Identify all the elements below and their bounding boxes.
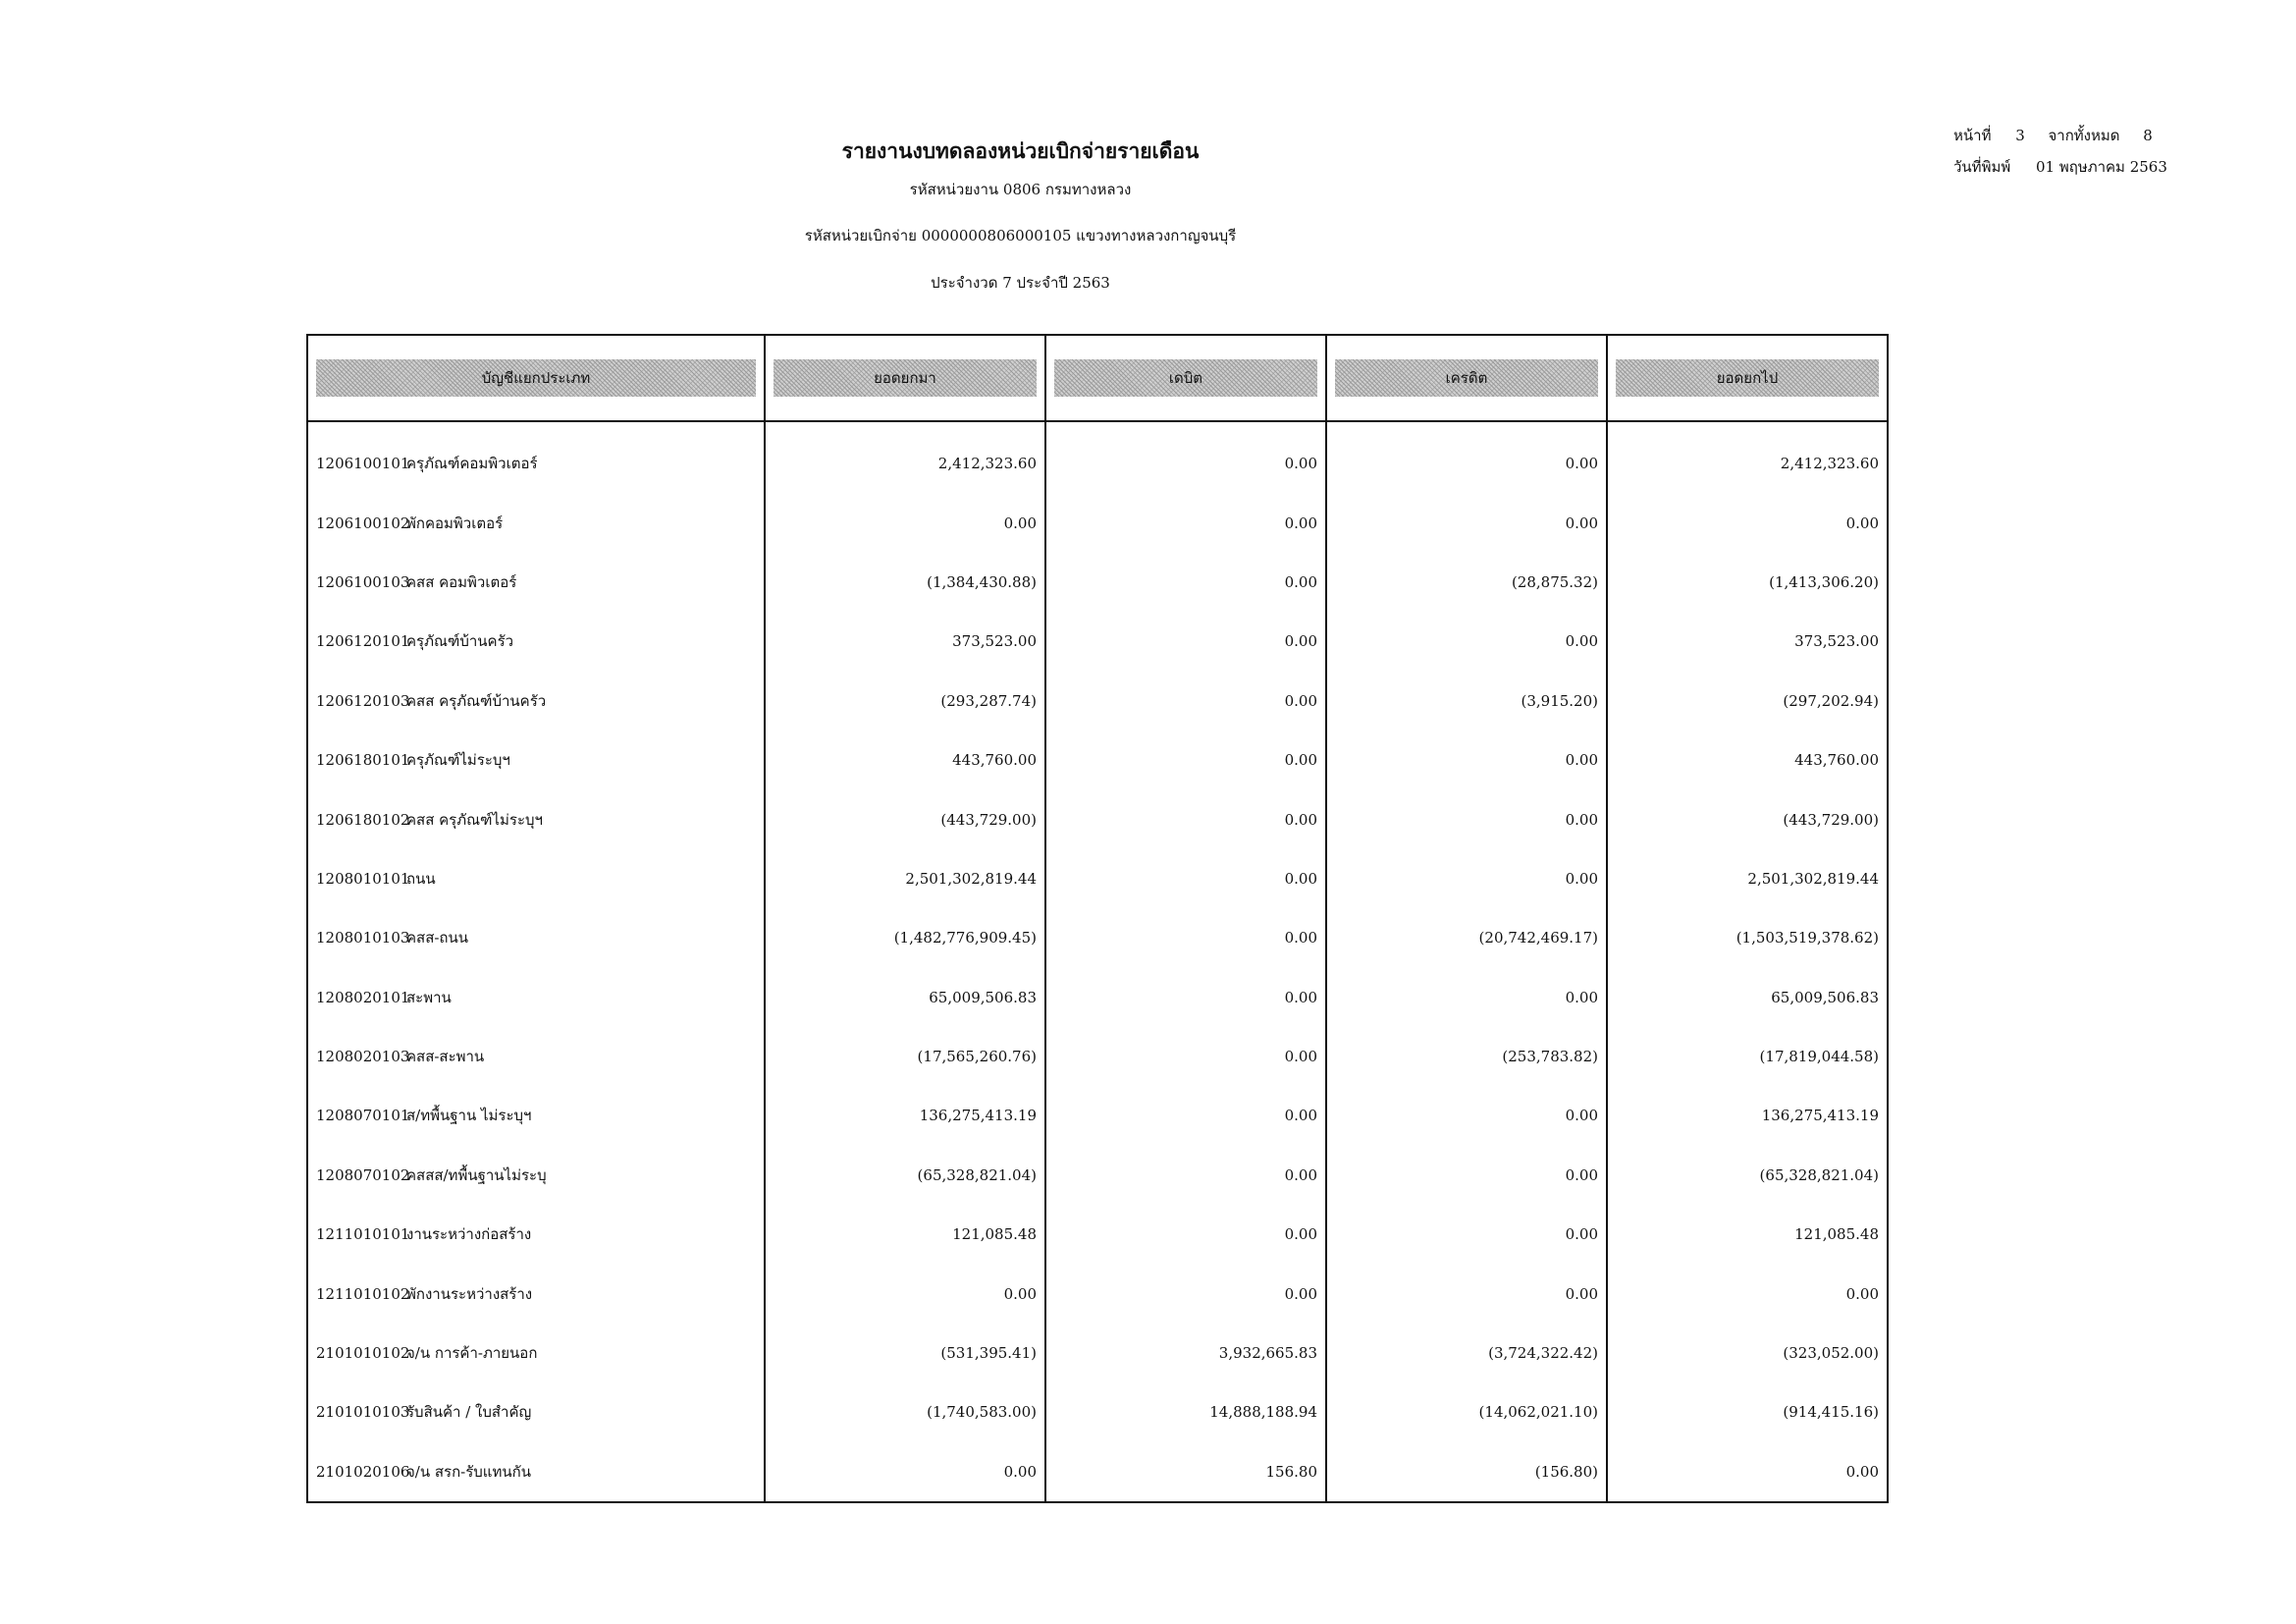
brought-forward-cell: 65,009,506.83: [765, 968, 1045, 1027]
brought-forward-cell: (1,740,583.00): [765, 1382, 1045, 1441]
table-row: [307, 1382, 1888, 1441]
header-account: บัญชีแยกประเภท: [307, 335, 765, 421]
debit-cell: 156.80: [1045, 1442, 1326, 1502]
table-header-row: [307, 335, 1888, 421]
table-body: [307, 421, 1888, 1502]
credit-cell: 0.00: [1326, 849, 1607, 908]
table-row: [307, 968, 1888, 1027]
table-row: [307, 421, 1888, 493]
report-title: รายงานงบทดลองหน่วยเบิกจ่ายรายเดือน: [841, 138, 1200, 163]
account-cell: [307, 1027, 765, 1086]
account-code: 1208070101: [316, 1107, 410, 1125]
period-line: ประจำงวด 7 ประจำปี 2563: [931, 274, 1110, 292]
account-cell: [307, 553, 765, 612]
brought-forward-cell: 0.00: [765, 1442, 1045, 1502]
table-row: [307, 1205, 1888, 1264]
debit-cell: 0.00: [1045, 731, 1326, 789]
brought-forward-cell: 443,760.00: [765, 731, 1045, 789]
table-row: [307, 1264, 1888, 1323]
brought-forward-cell: 2,501,302,819.44: [765, 849, 1045, 908]
table-row: [307, 1027, 1888, 1086]
table-row: [307, 1324, 1888, 1382]
credit-cell: (14,062,021.10): [1326, 1382, 1607, 1441]
credit-cell: (156.80): [1326, 1442, 1607, 1502]
account-cell: [307, 493, 765, 552]
credit-cell: (28,875.32): [1326, 553, 1607, 612]
brought-forward-cell: (443,729.00): [765, 789, 1045, 848]
account-name: ครุภัณฑ์ไม่ระบุฯ: [406, 751, 510, 770]
credit-cell: (3,915.20): [1326, 672, 1607, 731]
trial-balance-table: [306, 334, 1889, 1503]
debit-cell: 0.00: [1045, 908, 1326, 967]
account-code: 1206120101: [316, 632, 410, 651]
print-date-label: วันที่พิมพ์: [1953, 158, 2011, 176]
page-label: หน้าที่: [1953, 127, 1992, 144]
brought-forward-cell: 121,085.48: [765, 1205, 1045, 1264]
account-name: คสส ครุภัณฑ์ไม่ระบุฯ: [406, 810, 543, 829]
credit-cell: 0.00: [1326, 1146, 1607, 1205]
carried-forward-cell: 0.00: [1607, 1264, 1888, 1323]
carried-forward-cell: 121,085.48: [1607, 1205, 1888, 1264]
account-code: 2101010103: [316, 1403, 410, 1422]
credit-cell: (3,724,322.42): [1326, 1324, 1607, 1382]
carried-forward-cell: (297,202.94): [1607, 672, 1888, 731]
account-cell: [307, 789, 765, 848]
account-cell: [307, 1264, 765, 1323]
account-name: สะพาน: [406, 988, 452, 1006]
table-row: [307, 493, 1888, 552]
debit-cell: 0.00: [1045, 1264, 1326, 1323]
account-cell: [307, 612, 765, 671]
brought-forward-cell: (65,328,821.04): [765, 1146, 1045, 1205]
credit-cell: 0.00: [1326, 1205, 1607, 1264]
account-name: ครุภัณฑ์คอมพิวเตอร์: [406, 455, 538, 473]
table-row: [307, 1146, 1888, 1205]
account-cell: [307, 1146, 765, 1205]
carried-forward-cell: (914,415.16): [1607, 1382, 1888, 1441]
credit-cell: 0.00: [1326, 789, 1607, 848]
account-name: ถนน: [406, 869, 436, 888]
brought-forward-cell: 0.00: [765, 493, 1045, 552]
credit-cell: 0.00: [1326, 1264, 1607, 1323]
carried-forward-cell: 65,009,506.83: [1607, 968, 1888, 1027]
debit-cell: 0.00: [1045, 1027, 1326, 1086]
credit-cell: 0.00: [1326, 421, 1607, 493]
account-code: 1211010101: [316, 1225, 410, 1244]
debit-cell: 0.00: [1045, 849, 1326, 908]
disbursing-unit-line: รหัสหน่วยเบิกจ่าย 0000000806000105 แขวงทางหลวงกาญจนบุรี: [804, 227, 1237, 244]
agency-line: รหัสหน่วยงาน 0806 กรมทางหลวง: [909, 181, 1132, 198]
account-code: 1208070102: [316, 1165, 410, 1184]
brought-forward-cell: 136,275,413.19: [765, 1086, 1045, 1145]
carried-forward-cell: 0.00: [1607, 1442, 1888, 1502]
account-code: 1206180102: [316, 810, 410, 829]
carried-forward-cell: (323,052.00): [1607, 1324, 1888, 1382]
brought-forward-cell: (293,287.74): [765, 672, 1045, 731]
account-cell: [307, 1324, 765, 1382]
account-code: 2101020106: [316, 1462, 410, 1481]
credit-cell: 0.00: [1326, 1086, 1607, 1145]
brought-forward-cell: (1,482,776,909.45): [765, 908, 1045, 967]
account-name: คสส-ถนน: [406, 929, 469, 947]
table-row: [307, 789, 1888, 848]
brought-forward-cell: 373,523.00: [765, 612, 1045, 671]
brought-forward-cell: 0.00: [765, 1264, 1045, 1323]
account-code: 1208010103: [316, 929, 410, 947]
header-brought-forward: ยอดยกมา: [765, 335, 1045, 421]
account-name: พักงานระหว่างสร้าง: [406, 1284, 533, 1303]
carried-forward-cell: (65,328,821.04): [1607, 1146, 1888, 1205]
account-name: จ/น การค้า-ภายนอก: [406, 1344, 538, 1363]
table-row: [307, 1442, 1888, 1502]
carried-forward-cell: (1,413,306.20): [1607, 553, 1888, 612]
account-code: 1208020101: [316, 988, 410, 1006]
brought-forward-cell: 2,412,323.60: [765, 421, 1045, 493]
brought-forward-cell: (531,395.41): [765, 1324, 1045, 1382]
table-row: [307, 553, 1888, 612]
account-code: 2101010102: [316, 1344, 410, 1363]
account-name: คสสส/ทพื้นฐานไม่ระบุ: [406, 1165, 547, 1184]
account-name: คสส-สะพาน: [406, 1048, 485, 1066]
account-code: 1206100102: [316, 514, 410, 532]
account-name: คสส ครุภัณฑ์บ้านครัว: [406, 691, 547, 710]
account-cell: [307, 1205, 765, 1264]
account-name: ส/ทพื้นฐาน ไม่ระบุฯ: [406, 1107, 532, 1125]
account-cell: [307, 1442, 765, 1502]
account-code: 1206100101: [316, 455, 410, 473]
account-cell: [307, 849, 765, 908]
carried-forward-cell: 2,501,302,819.44: [1607, 849, 1888, 908]
header-carried-forward: ยอดยกไป: [1607, 335, 1888, 421]
account-cell: [307, 731, 765, 789]
account-code: 1206180101: [316, 751, 410, 770]
account-code: 1208010101: [316, 869, 410, 888]
debit-cell: 0.00: [1045, 968, 1326, 1027]
carried-forward-cell: 373,523.00: [1607, 612, 1888, 671]
account-name: รับสินค้า / ใบสำคัญ: [406, 1403, 532, 1422]
carried-forward-cell: (443,729.00): [1607, 789, 1888, 848]
debit-cell: 0.00: [1045, 789, 1326, 848]
debit-cell: 0.00: [1045, 493, 1326, 552]
credit-cell: (253,783.82): [1326, 1027, 1607, 1086]
debit-cell: 0.00: [1045, 1086, 1326, 1145]
credit-cell: 0.00: [1326, 731, 1607, 789]
account-code: 1211010102: [316, 1284, 410, 1303]
carried-forward-cell: 2,412,323.60: [1607, 421, 1888, 493]
debit-cell: 14,888,188.94: [1045, 1382, 1326, 1441]
debit-cell: 0.00: [1045, 1146, 1326, 1205]
account-cell: [307, 1086, 765, 1145]
table-row: [307, 908, 1888, 967]
debit-cell: 3,932,665.83: [1045, 1324, 1326, 1382]
account-code: 1208020103: [316, 1048, 410, 1066]
account-name: งานระหว่างก่อสร้าง: [406, 1225, 532, 1244]
total-pages: 8: [2143, 127, 2153, 144]
debit-cell: 0.00: [1045, 612, 1326, 671]
brought-forward-cell: (17,565,260.76): [765, 1027, 1045, 1086]
account-cell: [307, 968, 765, 1027]
table-row: [307, 612, 1888, 671]
print-date: 01 พฤษภาคม 2563: [2036, 158, 2167, 176]
account-name: ครุภัณฑ์บ้านครัว: [406, 632, 514, 651]
credit-cell: (20,742,469.17): [1326, 908, 1607, 967]
debit-cell: 0.00: [1045, 421, 1326, 493]
account-cell: [307, 421, 765, 493]
carried-forward-cell: 443,760.00: [1607, 731, 1888, 789]
table-row: [307, 731, 1888, 789]
table-row: [307, 672, 1888, 731]
debit-cell: 0.00: [1045, 553, 1326, 612]
carried-forward-cell: (1,503,519,378.62): [1607, 908, 1888, 967]
carried-forward-cell: 0.00: [1607, 493, 1888, 552]
account-name: พักคอมพิวเตอร์: [406, 514, 504, 532]
account-code: 1206100103: [316, 572, 410, 591]
brought-forward-cell: (1,384,430.88): [765, 553, 1045, 612]
table-row: [307, 1086, 1888, 1145]
carried-forward-cell: (17,819,044.58): [1607, 1027, 1888, 1086]
account-name: จ/น สรก-รับแทนกัน: [406, 1462, 531, 1481]
page-number: 3: [2015, 127, 2025, 144]
account-code: 1206120103: [316, 691, 410, 710]
header-credit: เครดิต: [1326, 335, 1607, 421]
account-cell: [307, 672, 765, 731]
header-debit: เดบิต: [1045, 335, 1326, 421]
account-cell: [307, 908, 765, 967]
debit-cell: 0.00: [1045, 672, 1326, 731]
account-name: คสส คอมพิวเตอร์: [406, 572, 517, 591]
table-row: [307, 849, 1888, 908]
account-cell: [307, 1382, 765, 1441]
credit-cell: 0.00: [1326, 968, 1607, 1027]
carried-forward-cell: 136,275,413.19: [1607, 1086, 1888, 1145]
credit-cell: 0.00: [1326, 493, 1607, 552]
credit-cell: 0.00: [1326, 612, 1607, 671]
total-pages-label: จากทั้งหมด: [2048, 127, 2120, 144]
debit-cell: 0.00: [1045, 1205, 1326, 1264]
